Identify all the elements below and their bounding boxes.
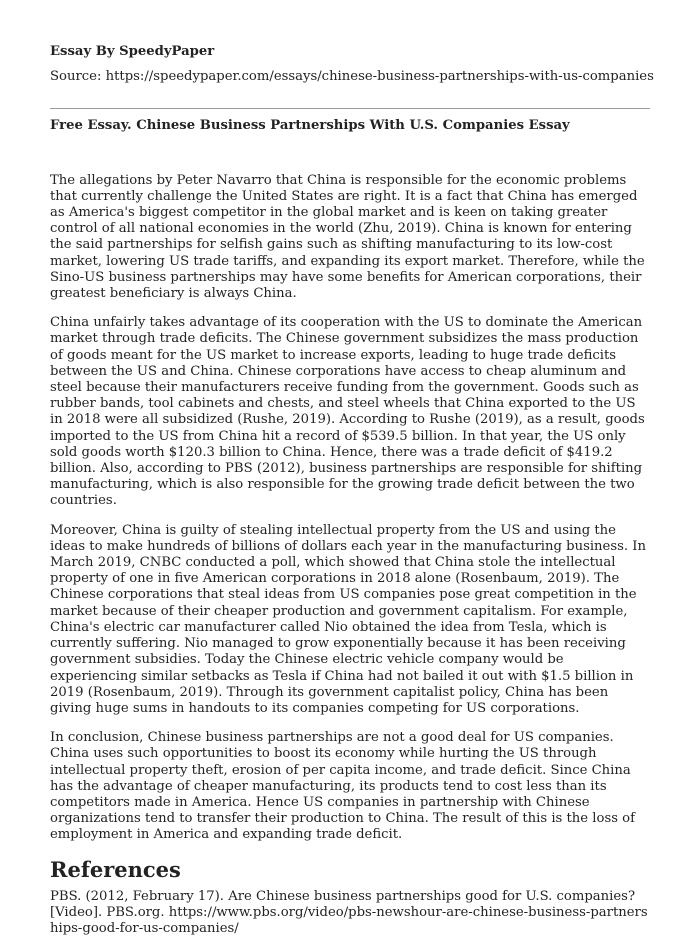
essay-title: Free Essay. Chinese Business Partnerships With U.S. Companies Essay — [50, 118, 570, 134]
paragraph-3: Moreover, China is guilty of stealing intellectual property from the US and using the ideas to make hundreds of billions of dollars each year in the manufacturing business. In March 2019, CNBC conducted a poll, which showed that China stole the intellectual property of one in five American corporations in 2018 alone (Rosenbaum, 2019). The Chinese corporations that steal ideas from US companies pose great competition in the market because of their cheaper production and government capitalism. For example, China's electric car manufacturer called Nio obtained the idea from Tesla, which is currently suffering. Nio managed to grow exponentially because it has been receiving government subsidies. Today the Chinese electric vehicle company would be experiencing similar setbacks as Tesla if China had not bailed it out with $1.5 billion in 2019 (Rosenbaum, 2019). Through its government capitalist policy, China has been giving huge sums in handouts to its companies competing for US corporations. — [50, 522, 646, 716]
paragraph-1: The allegations by Peter Navarro that China is responsible for the economic problems that currently challenge the United States are right. It is a fact that China has emerged as America's biggest competitor in the global market and is keen on taking greater control of all national economies in the world (Zhu, 2019). China is known for entering the said partnerships for selfish gains such as shifting manufacturing to its low-cost market, lowering US trade tariffs, and expanding its export market. Therefore, while the Sino-US business partnerships may have some benefits for American corporations, their greatest beneficiary is always China. — [50, 172, 645, 302]
references-heading: References — [50, 856, 181, 882]
source-line — [50, 69, 654, 85]
divider — [50, 108, 650, 109]
essay-provider-title: Essay By SpeedyPaper — [50, 44, 215, 59]
reference-entry-1: PBS. (2012, February 17). Are Chinese business partnerships good for U.S. companies? [Video]. PBS.org. https://www.pbs.org/video/pbs-newshour-are-chinese-business-partnerships-good-for-us-companies/ — [50, 888, 648, 936]
source-label: Source: — [50, 69, 106, 85]
paragraph-4: In conclusion, Chinese business partnerships are not a good deal for US companies. China uses such opportunities to boost its economy while hurting the US through intellectual property theft, erosion of per capita income, and trade deficit. Since China has the advantage of cheaper manufacturing, its products tend to cost less than its competitors made in America. Hence US companies in partnership with Chinese organizations tend to transfer their production to China. The result of this is the loss of employment in America and expanding trade deficit. — [50, 730, 635, 843]
paragraph-2: China unfairly takes advantage of its cooperation with the US to dominate the American market through trade deficits. The Chinese government subsidizes the mass production of goods meant for the US market to increase exports, leading to huge trade deficits between the US and China. Chinese corporations have access to cheap aluminum and steel because their manufacturers receive funding from the government. Goods such as rubber bands, tool cabinets and chests, and steel wheels that China exported to the US in 2018 were all subsidized (Rushe, 2019). According to Rushe (2019), as a result, goods imported to the US from China hit a record of $539.5 billion. In that year, the US only sold goods worth $120.3 billion to China. Hence, there was a trade deficit of $419.2 billion. Also, according to PBS (2012), business partnerships are responsible for shifting manufacturing, which is also responsible for the growing trade deficit between the two countries. — [50, 315, 645, 509]
source-url[interactable]: https://speedypaper.com/essays/chinese-business-partnerships-with-us-companies — [105, 69, 654, 85]
